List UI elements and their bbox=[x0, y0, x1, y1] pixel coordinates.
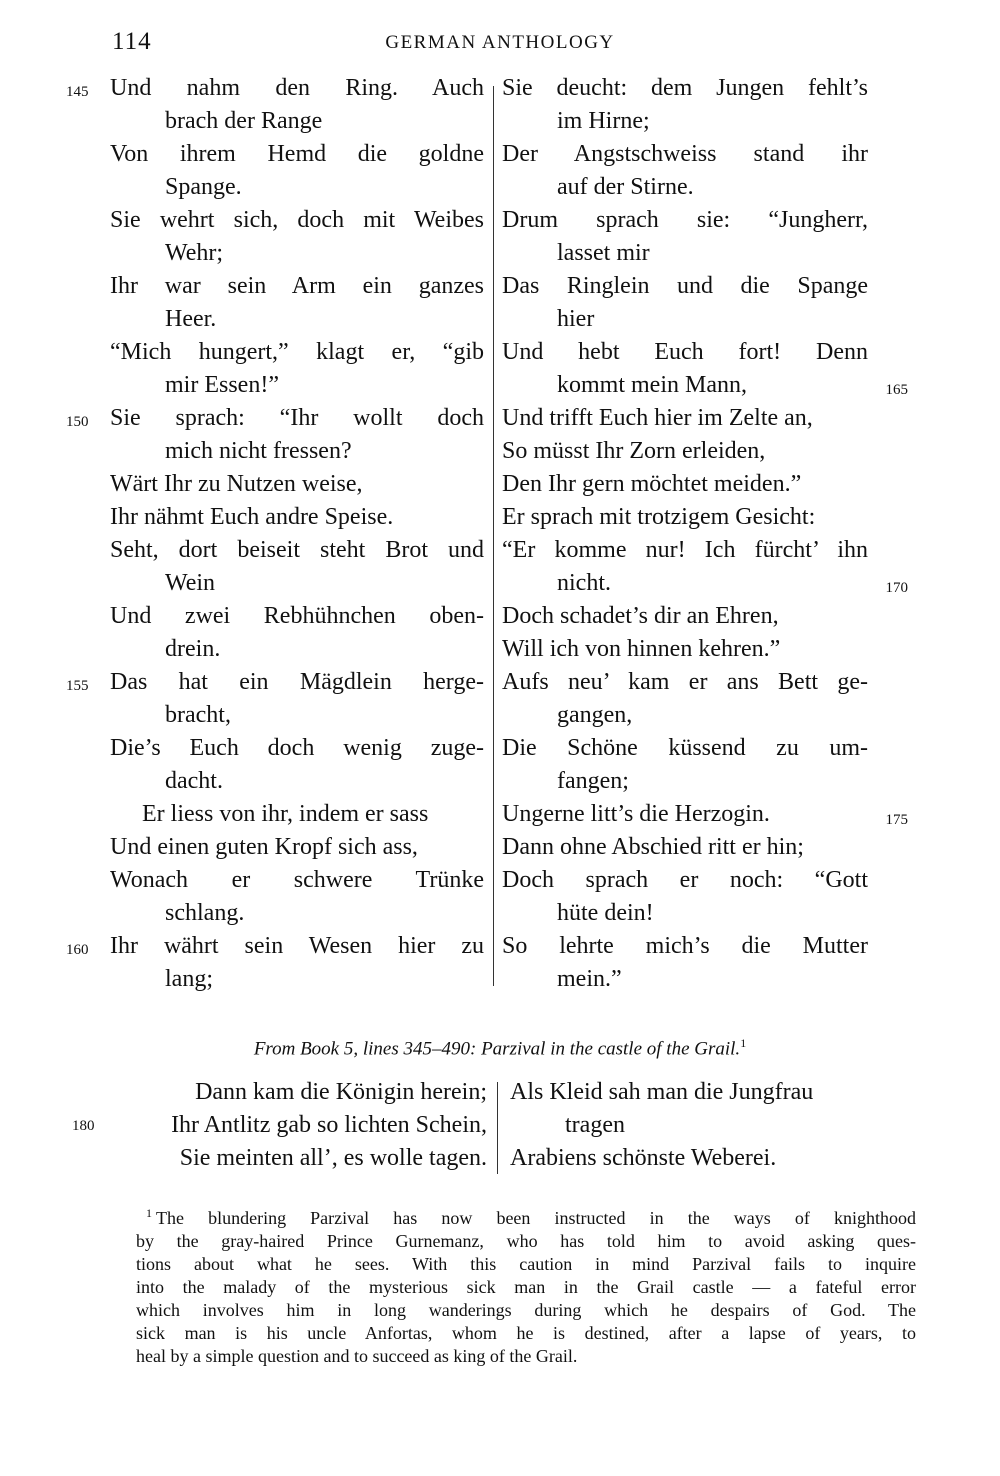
line-number: 155 bbox=[66, 678, 89, 694]
column-divider bbox=[493, 86, 494, 986]
verse-continuation: lasset mir bbox=[557, 240, 650, 266]
verse-line: Als Kleid sah man die Jungfrau bbox=[510, 1079, 814, 1105]
verse-entry bbox=[502, 930, 868, 996]
verse-line: tragen bbox=[565, 1112, 625, 1138]
verse-line: Und einen guten Kropf sich ass, bbox=[110, 834, 418, 860]
verse-entry bbox=[502, 600, 868, 633]
verse-entry bbox=[110, 501, 484, 534]
right-column bbox=[502, 72, 908, 996]
verse-line: Doch sprach er noch: “Gott bbox=[502, 867, 868, 893]
verse-entry bbox=[110, 831, 484, 864]
verse-entry bbox=[502, 402, 868, 435]
line-number: 150 bbox=[66, 414, 89, 430]
verse-continuation: auf der Stirne. bbox=[557, 174, 694, 200]
caption-text: From Book 5, lines 345–490: Parzival in the castle of the Grail. bbox=[253, 1038, 741, 1060]
verse-entry bbox=[502, 204, 868, 270]
footnote-text: which involves him in long wanderings during which he despairs of God. The bbox=[136, 1300, 916, 1320]
verse-entry bbox=[110, 600, 484, 666]
line-number: 165 bbox=[885, 382, 908, 398]
verse-line: So lehrte mich’s die Mutter bbox=[502, 933, 868, 959]
verse-line: Ungerne litt’s die Herzogin. bbox=[502, 801, 770, 827]
verse-line: Ihr währt sein Wesen hier zu bbox=[110, 933, 484, 959]
verse-entry bbox=[66, 666, 484, 732]
section-caption bbox=[0, 1036, 1000, 1060]
verse-line: Will ich von hinnen kehren.” bbox=[502, 636, 781, 662]
verse-line: Den Ihr gern möchtet meiden.” bbox=[502, 471, 802, 497]
verse-continuation: im Hirne; bbox=[557, 108, 650, 134]
verse-line: Die Schöne küssend zu um- bbox=[502, 735, 868, 761]
verse-entry bbox=[502, 138, 868, 204]
verse-continuation: Wein bbox=[165, 570, 216, 596]
passage-right-column bbox=[510, 1076, 890, 1175]
page-header bbox=[0, 28, 1000, 60]
verse-entry bbox=[110, 534, 484, 600]
running-title: GERMAN ANTHOLOGY bbox=[385, 32, 615, 53]
verse-continuation: schlang. bbox=[165, 900, 245, 926]
verse-entry bbox=[110, 732, 484, 798]
verse-entry bbox=[110, 468, 484, 501]
verse-line: Dann kam die Königin herein; bbox=[195, 1079, 487, 1105]
line-number: 145 bbox=[66, 84, 89, 100]
verse-entry bbox=[110, 864, 484, 930]
footnote-line bbox=[136, 1230, 916, 1253]
verse-line: So müsst Ihr Zorn erleiden, bbox=[502, 438, 766, 464]
verse-line: Das hat ein Mägdlein herge- bbox=[110, 669, 484, 695]
verse-line: Arabiens schönste Weberei. bbox=[510, 1145, 777, 1171]
second-passage bbox=[0, 1076, 1000, 1182]
footnote-marker: 1 bbox=[146, 1206, 152, 1220]
footnote-text: tions about what he sees. With this caution in mind Parzival fails to inquire bbox=[136, 1254, 916, 1274]
verse-continuation: fangen; bbox=[557, 768, 629, 794]
footnote-line bbox=[136, 1299, 916, 1322]
verse-entry bbox=[502, 798, 908, 831]
verse-line: Und trifft Euch hier im Zelte an, bbox=[502, 405, 813, 431]
verse-entry bbox=[66, 930, 484, 996]
footnote bbox=[136, 1202, 916, 1368]
footnote-text: heal by a simple question and to succeed as king of the Grail. bbox=[136, 1346, 578, 1366]
verse-entry bbox=[66, 402, 484, 468]
verse-line: Sie meinten all’, es wolle tagen. bbox=[179, 1145, 487, 1171]
verse-continuation: dacht. bbox=[165, 768, 223, 794]
verse-line: Aufs neu’ kam er ans Bett ge- bbox=[502, 669, 868, 695]
verse-continuation: Spange. bbox=[165, 174, 242, 200]
verse-entry bbox=[502, 831, 868, 864]
verse-line: Er liess von ihr, indem er sass bbox=[142, 801, 429, 827]
verse-continuation: kommt mein Mann, bbox=[557, 372, 747, 398]
verse-line: Das Ringlein und die Spange bbox=[502, 273, 868, 299]
verse-entry bbox=[110, 798, 484, 831]
verse-entry bbox=[502, 633, 868, 666]
verse-line: Wärt Ihr zu Nutzen weise, bbox=[110, 471, 363, 497]
page-number: 114 bbox=[112, 28, 152, 55]
verse-continuation: hüte dein! bbox=[557, 900, 654, 926]
verse-continuation: nicht. bbox=[557, 570, 611, 596]
verse-entry bbox=[502, 468, 868, 501]
verse-line: Drum sprach sie: “Jungherr, bbox=[502, 207, 868, 233]
footnote-text: into the malady of the mysterious sick man in the Grail castle — a fateful error bbox=[136, 1277, 916, 1297]
footnote-line bbox=[136, 1202, 916, 1230]
verse-entry bbox=[502, 666, 868, 732]
verse-entry bbox=[502, 864, 868, 930]
footnote-text: by the gray-haired Prince Gurnemanz, who has told him to avoid asking ques- bbox=[136, 1231, 916, 1251]
verse-continuation: hier bbox=[557, 306, 595, 332]
verse-continuation: bracht, bbox=[165, 702, 231, 728]
verse-entry bbox=[502, 72, 868, 138]
verse-line: Die’s Euch doch wenig zuge- bbox=[110, 735, 484, 761]
verse-entry bbox=[502, 534, 908, 600]
verse-continuation: gangen, bbox=[557, 702, 633, 728]
verse-continuation: lang; bbox=[165, 966, 213, 992]
verse-entry bbox=[110, 138, 484, 204]
verse-line: Sie wehrt sich, doch mit Weibes bbox=[110, 207, 484, 233]
verse-continuation: Heer. bbox=[165, 306, 217, 332]
verse-line: Wonach er schwere Trünke bbox=[110, 867, 484, 893]
footnote-text: sick man is his uncle Anfortas, whom he is destined, after a lapse of years, to bbox=[136, 1323, 916, 1343]
passage-left-column bbox=[112, 1076, 487, 1175]
verse-entry bbox=[110, 270, 484, 336]
poem-columns bbox=[0, 72, 1000, 1007]
verse-line: Der Angstschweiss stand ihr bbox=[502, 141, 868, 167]
verse-continuation: drein. bbox=[165, 636, 221, 662]
verse-entry bbox=[66, 72, 484, 138]
verse-line: Und hebt Euch fort! Denn bbox=[502, 339, 868, 365]
verse-line: Er sprach mit trotzigem Gesicht: bbox=[502, 504, 816, 530]
footnote-line bbox=[136, 1253, 916, 1276]
verse-line: “Mich hungert,” klagt er, “gib bbox=[110, 339, 484, 365]
footnote-text: The blundering Parzival has now been instructed in the ways of knighthood bbox=[156, 1208, 916, 1228]
verse-entry bbox=[502, 501, 868, 534]
verse-continuation: mir Essen!” bbox=[165, 372, 279, 398]
line-number: 175 bbox=[885, 812, 908, 828]
verse-line: Ihr Antlitz gab so lichten Schein, bbox=[171, 1112, 487, 1138]
verse-line: Von ihrem Hemd die goldne bbox=[110, 141, 484, 167]
footnote-line bbox=[136, 1322, 916, 1345]
line-number: 170 bbox=[885, 580, 908, 596]
line-number: 160 bbox=[66, 942, 89, 958]
verse-continuation: brach der Range bbox=[165, 108, 323, 134]
line-number: 180 bbox=[72, 1118, 95, 1134]
footnote-reference: 1 bbox=[740, 1036, 747, 1050]
verse-entry bbox=[110, 204, 484, 270]
verse-entry bbox=[502, 270, 868, 336]
verse-continuation: Wehr; bbox=[165, 240, 224, 266]
verse-line: Doch schadet’s dir an Ehren, bbox=[502, 603, 779, 629]
footnote-line bbox=[136, 1345, 916, 1368]
verse-line: Sie sprach: “Ihr wollt doch bbox=[110, 405, 484, 431]
verse-continuation: mich nicht fressen? bbox=[165, 438, 352, 464]
verse-entry bbox=[110, 336, 484, 402]
verse-line: Ihr nähmt Euch andre Speise. bbox=[110, 504, 394, 530]
verse-line: Sie deucht: dem Jungen fehlt’s bbox=[502, 75, 868, 101]
verse-line: Seht, dort beiseit steht Brot und bbox=[110, 537, 484, 563]
verse-entry bbox=[502, 732, 868, 798]
verse-line: Ihr war sein Arm ein ganzes bbox=[110, 273, 484, 299]
left-column bbox=[66, 72, 484, 996]
verse-continuation: mein.” bbox=[557, 966, 622, 992]
verse-line: Und nahm den Ring. Auch bbox=[110, 75, 484, 101]
footnote-line bbox=[136, 1276, 916, 1299]
verse-entry bbox=[502, 435, 868, 468]
column-divider bbox=[497, 1082, 498, 1174]
verse-line: Dann ohne Abschied ritt er hin; bbox=[502, 834, 804, 860]
verse-line: Und zwei Rebhühnchen oben- bbox=[110, 603, 484, 629]
verse-line: “Er komme nur! Ich fürcht’ ihn bbox=[502, 537, 868, 563]
verse-entry bbox=[502, 336, 908, 402]
